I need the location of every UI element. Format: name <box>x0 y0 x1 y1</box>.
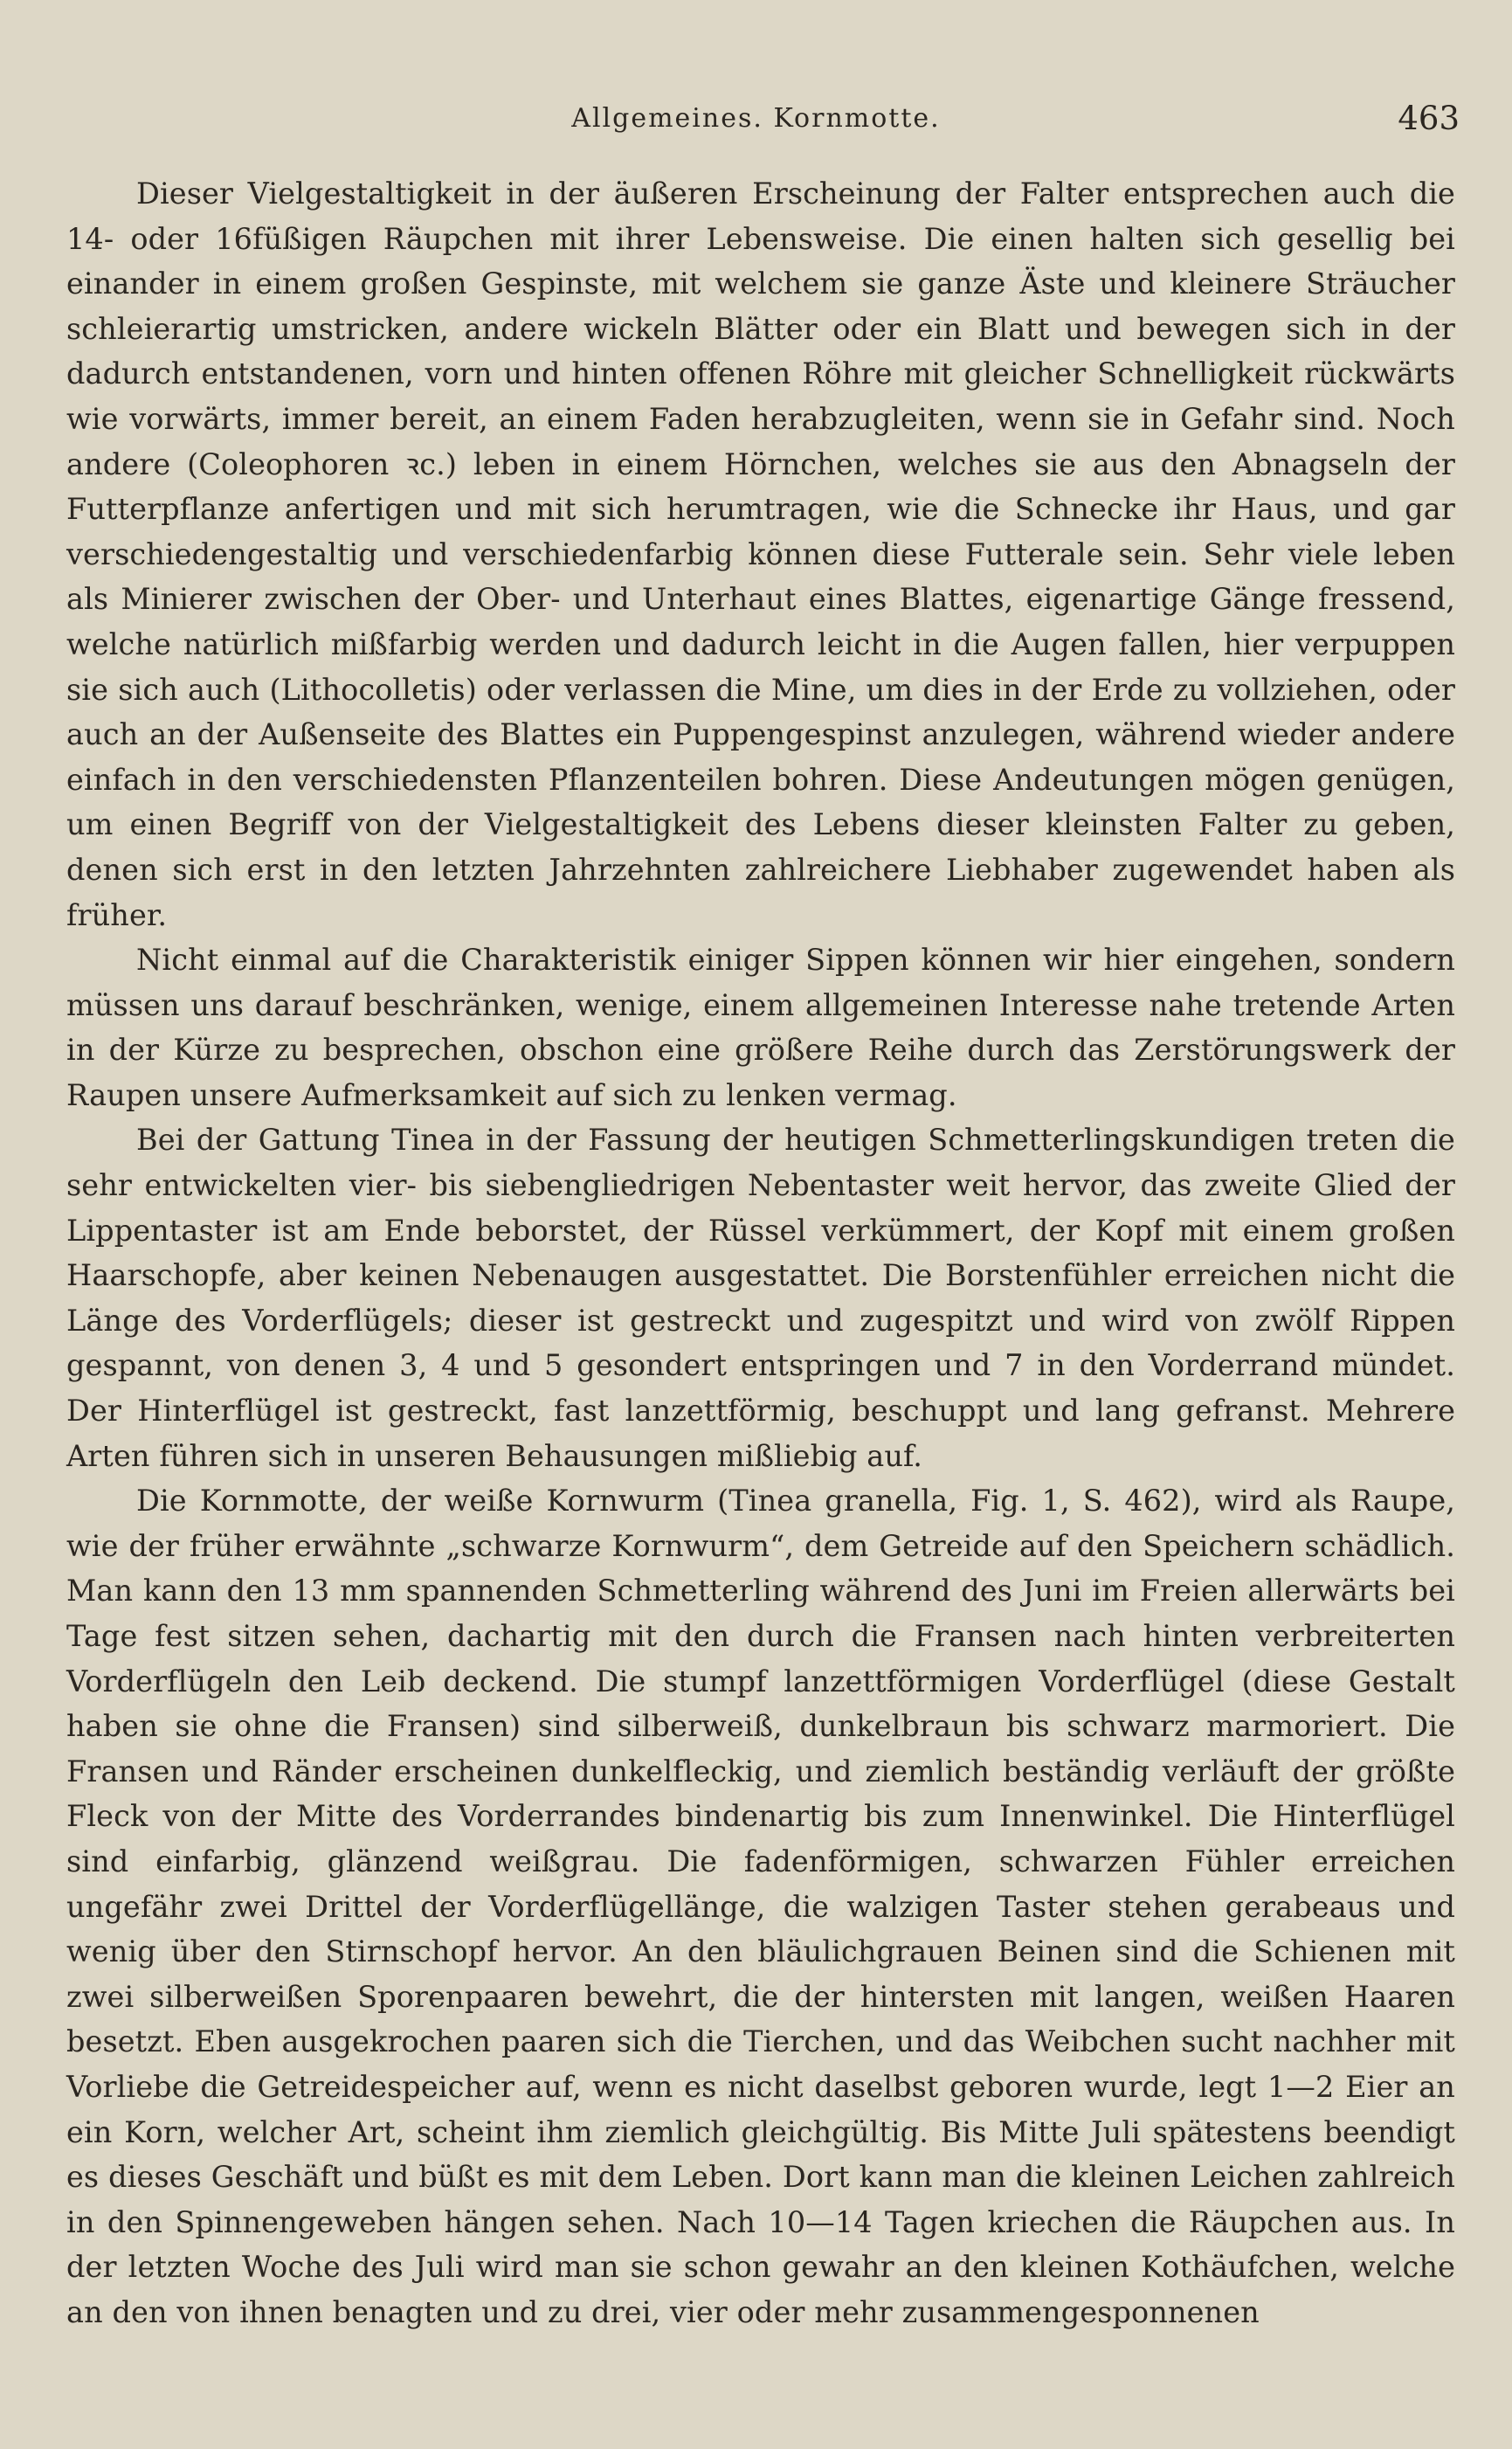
paragraph-4: Die Kornmotte, der weiße Kornwurm (Tinea granella, Fig. 1, S. 462), wird als Raupe, wie der früher erwähnte „schwarze Kornwurm“, dem Getreide auf den Speichern schädlich. Man kann den 13 mm spannenden Schmetterling während des Juni im Freien allerwärts bei Tage fest sitzen sehen, dachartig mit den durch die Fransen nach hinten verbreiterten Vorderflügeln den Leib deckend. Die stumpf lanzettförmigen Vorderflügel (diese Gestalt haben sie ohne die Fransen) sind silberweiß, dunkelbraun bis schwarz marmoriert. Die Fransen und Ränder erscheinen dunkelfleckig, und ziemlich beständig verläuft der größte Fleck von der Mitte des Vorderrandes bindenartig bis zum Innenwinkel. Die Hinterflügel sind einfarbig, glänzend weißgrau. Die fadenförmigen, schwarzen Fühler erreichen ungefähr zwei Drittel der Vorderflügellänge, die walzigen Taster stehen gerabeaus und wenig über den Stirnschopf hervor. An den bläulichgrauen Beinen sind die Schienen mit zwei silberweißen Sporenpaaren bewehrt, die der hintersten mit langen, weißen Haaren besetzt. Eben ausgekrochen paaren sich die Tierchen, und das Weibchen sucht nachher mit Vorliebe die Getreidespeicher auf, wenn es nicht daselbst geboren wurde, legt 1—2 Eier an ein Korn, welcher Art, scheint ihm ziemlich gleichgültig. Bis Mitte Juli spätestens beendigt es dieses Geschäft und büßt es mit dem Leben. Dort kann man die kleinen Leichen zahlreich in den Spinnengeweben hängen sehen. Nach 10—14 Tagen kriechen die Räupchen aus. In der letzten Woche des Juli wird man sie schon gewahr an den kleinen Kothäufchen, welche an den von ihnen benagten und zu drei, vier oder mehr zusammengesponnenen <box>66 1484 1455 2329</box>
paragraph-2: Nicht einmal auf die Charakteristik einiger Sippen können wir hier eingehen, sondern müssen uns darauf beschränken, wenige, einem allgemeinen Interesse nahe tretende Arten in der Kürze zu besprechen, obschon eine größere Reihe durch das Zerstörungswerk der Raupen unsere Aufmerksamkeit auf sich zu lenken vermag. <box>66 943 1455 1112</box>
running-title: Allgemeines. Kornmotte. <box>571 103 941 134</box>
body-text <box>66 171 1455 2335</box>
paragraph-1: Dieser Vielgestaltigkeit in der äußeren Erscheinung der Falter entsprechen auch die 14- oder 16füßigen Räupchen mit ihrer Lebensweise. Die einen halten sich gesellig bei einander in einem großen Gespinste, mit welchem sie ganze Äste und kleinere Sträucher schleierartig umstricken, andere wickeln Blätter oder ein Blatt und bewegen sich in der dadurch entstandenen, vorn und hinten offenen Röhre mit gleicher Schnelligkeit rückwärts wie vorwärts, immer bereit, an einem Faden herabzugleiten, wenn sie in Gefahr sind. Noch andere (Coleophoren ꝛc.) leben in einem Hörnchen, welches sie aus den Abnagseln der Futterpflanze anfertigen und mit sich herumtragen, wie die Schnecke ihr Haus, und gar verschiedengestaltig und verschiedenfarbig können diese Futterale sein. Sehr viele leben als Minierer zwischen der Ober- und Unterhaut eines Blattes, eigenartige Gänge fressend, welche natürlich mißfarbig werden und dadurch leicht in die Augen fallen, hier verpuppen sie sich auch (Lithocolletis) oder verlassen die Mine, um dies in der Erde zu vollziehen, oder auch an der Außenseite des Blattes ein Puppengespinst anzulegen, während wieder andere einfach in den verschiedensten Pflanzenteilen bohren. Diese Andeutungen mögen genügen, um einen Begriff von der Vielgestaltigkeit des Lebens dieser kleinsten Falter zu geben, denen sich erst in den letzten Jahrzehnten zahlreichere Liebhaber zugewendet haben als früher. <box>66 176 1455 932</box>
page-header <box>0 98 1512 143</box>
paragraph-3: Bei der Gattung Tinea in der Fassung der heutigen Schmetterlingskundigen treten die sehr entwickelten vier- bis siebengliedrigen Nebentaster weit hervor, das zweite Glied der Lippentaster ist am Ende beborstet, der Rüssel verkümmert, der Kopf mit einem großen Haarschopfe, aber keinen Nebenaugen ausgestattet. Die Borstenfühler erreichen nicht die Länge des Vorderflügels; dieser ist gestreckt und zugespitzt und wird von zwölf Rippen gespannt, von denen 3, 4 und 5 gesondert entspringen und 7 in den Vorderrand mündet. Der Hinterflügel ist gestreckt, fast lanzettförmig, beschuppt und lang gefranst. Mehrere Arten führen sich in unseren Behausungen mißliebig auf. <box>66 1123 1455 1473</box>
page-number: 463 <box>1398 100 1460 137</box>
